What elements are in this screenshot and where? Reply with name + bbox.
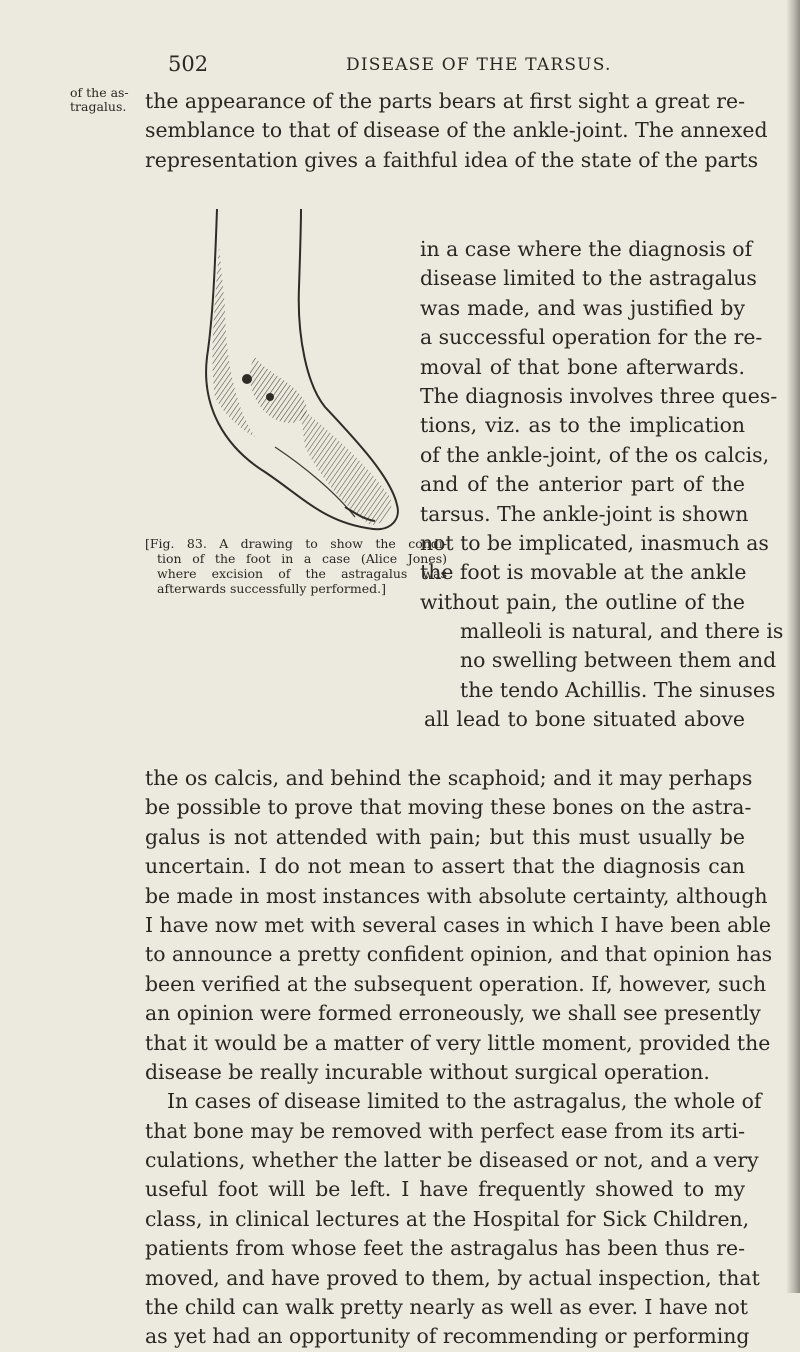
figure-wrap-text — [420, 235, 778, 617]
text-line: malleoli is natural, and there is — [460, 619, 784, 643]
running-head: DISEASE OF THE TARSUS. — [346, 55, 612, 75]
text-line: in a case where the diagnosis of — [420, 237, 753, 261]
figure-caption — [145, 536, 447, 596]
text-line: an opinion were formed erroneously, we shall see presently — [145, 1001, 761, 1026]
page-edge-shadow — [786, 0, 800, 1293]
text-line: that it would be a matter of very little moment, provided the — [145, 1030, 771, 1055]
text-line: class, in clinical lectures at the Hospital for Sick Children, — [145, 1206, 750, 1231]
text-line: tarsus. The ankle-joint is shown — [420, 501, 749, 526]
text-line: representation gives a faithful idea of the state of the parts — [145, 147, 759, 172]
text-line: and of the anterior part of the — [420, 472, 745, 497]
text-line: a successful operation for the re- — [420, 325, 763, 350]
text-line: useful foot will be left. I have frequently showed to my — [145, 1177, 745, 1202]
text-line: moved, and have proved to them, by actual inspection, that — [145, 1265, 760, 1290]
caption-line: where excision of the astragalus was — [157, 566, 447, 581]
text-line: all lead to bone situated above — [424, 707, 745, 732]
caption-line: tion of the foot in a case (Alice Jones) — [157, 551, 447, 566]
body-paragraphs — [145, 764, 773, 1352]
text-line: uncertain. I do not mean to assert that the diagnosis can — [145, 854, 745, 879]
figure-foot-drawing — [195, 207, 405, 535]
text-line: no swelling between them and — [460, 648, 777, 673]
foot-illustration — [195, 207, 405, 535]
caption-line: [Fig. 83. A drawing to show the condi- — [145, 536, 447, 551]
text-line: been verified at the subsequent operation. If, however, such — [145, 971, 767, 996]
text-line: the appearance of the parts bears at first sight a great re- — [145, 89, 745, 113]
text-line: patients from whose feet the astragalus has been thus re- — [145, 1236, 745, 1261]
text-line: tions, viz. as to the implication — [420, 413, 745, 438]
top-paragraph-lines — [145, 87, 768, 175]
text-line: not to be implicated, inasmuch as — [420, 530, 769, 555]
text-line: to announce a pretty confident opinion, and that opinion has — [145, 942, 773, 967]
text-line: the child can walk pretty nearly as well as ever. I have not — [145, 1295, 748, 1320]
text-line: In cases of disease limited to the astragalus, the whole of — [167, 1089, 762, 1114]
text-line: disease be really incurable without surgical operation. — [145, 1059, 710, 1084]
text-line: that bone may be removed with perfect ease from its arti- — [145, 1118, 745, 1143]
text-line: the foot is movable at the ankle — [420, 560, 747, 585]
text-line: was made, and was justified by — [420, 295, 745, 320]
text-line: culations, whether the latter be diseased or not, and a very — [145, 1148, 759, 1173]
text-line: of the ankle-joint, of the os calcis, — [420, 442, 770, 467]
margin-note: of the as- tragalus. — [70, 85, 129, 114]
text-line: disease limited to the astragalus — [420, 266, 757, 291]
text-line: galus is not attended with pain; but this must usually be — [145, 824, 745, 849]
text-line: semblance to that of disease of the ankle-joint. The annexed — [145, 118, 768, 143]
text-line: the os calcis, and behind the scaphoid; and it may perhaps — [145, 766, 753, 790]
text-line: as yet had an opportunity of recommending or performing — [145, 1324, 750, 1349]
text-line: The diagnosis involves three ques- — [420, 383, 778, 408]
page-header — [0, 52, 800, 82]
text-line: without pain, the outline of the — [420, 589, 745, 614]
text-line: moval of that bone afterwards. — [420, 354, 745, 379]
text-line: be made in most instances with absolute certainty, although — [145, 883, 768, 908]
figure-wrap-text-lower — [424, 617, 784, 735]
caption-line: afterwards successfully performed.] — [157, 581, 386, 596]
page-number: 502 — [168, 52, 209, 76]
text-line: be possible to prove that moving these bones on the astra- — [145, 795, 752, 820]
text-line: the tendo Achillis. The sinuses — [460, 677, 776, 702]
text-line: I have now met with several cases in which I have been able — [145, 912, 771, 937]
